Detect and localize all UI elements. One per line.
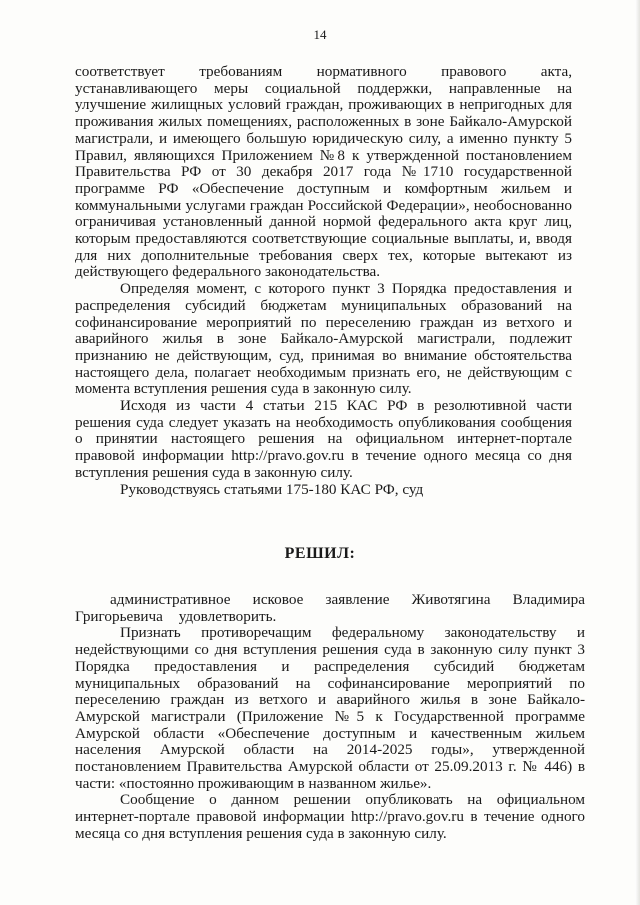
page-edge-shadow (635, 0, 640, 905)
page-number: 14 (313, 27, 327, 42)
decision-paragraph-3: Сообщение о данном решении опубликовать на официальном интернет-портале правовой информации http://pravo.gov.ru в течение одного месяца со дня вступления решения суда в законную силу. (75, 791, 585, 842)
decision-paragraph-2: Признать противоречащим федеральному законодательству и недействующими со дня вступления решения суда в законную силу пункт 3 Порядка предоставления и распределения субсидий бюджетам муниципальных образований на софинансирование мероприятий по переселению граждан из ветхого и аварийного жилья в зоне Байкало-Амурской магистрали (Приложение №5 к Государственной программе Амурской области «Обеспечение доступным и качественным жильем населения Амурской области на 2014-2025 годы», утвержденной постановлением Правительства Амурской области от 25.09.2013 г. № 446) в части: «постоянно проживающим в названном жилье». (75, 624, 585, 792)
decision-body (75, 592, 585, 843)
document-body (75, 64, 572, 498)
paragraph-1: соответствует требованиям нормативного правового акта, устанавливающего меры социальной поддержки, направленные на улучшение жилищных условий граждан, проживающих в непригодных для проживания жилых помещениях, расположенных в зоне Байкало-Амурской магистрали, и имеющего большую юридическую силу, а именно пункту 5 Правил, являющихся Приложением №8 к утвержденной постановлением Правительства РФ от 30 декабря 2017 года №1710 государственной программе РФ «Обеспечение доступным и комфортным жильем и коммунальными услугами граждан Российской Федерации», необоснованно ограничивая установленный данной нормой федерального акта круг лиц, которым предоставляются соответствующие социальные выплаты, и, вводя для них дополнительные требования сверх тех, которые вытекают из действующего федерального законодательства. (75, 63, 572, 281)
paragraph-2: Определяя момент, с которого пункт 3 Порядка предоставления и распределения субсидий бюджетам муниципальных образований на софинансирование мероприятий по переселению граждан из ветхого и аварийного жилья в зоне Байкало-Амурской магистрали, подлежит признанию не действующим, суд, принимая во внимание обстоятельства настоящего дела, полагает необходимым признать его, не действующим с момента вступления решения суда в законную силу. (75, 280, 572, 398)
paragraph-3: Исходя из части 4 статьи 215 КАС РФ в резолютивной части решения суда следует указать на необходимость опубликования сообщения о принятии настоящего решения на официальном интернет-портале правовой информации http://pravo.gov.ru в течение одного месяца со дня вступления решения суда в законную силу. (75, 397, 572, 481)
decision-heading: РЕШИЛ: (284, 545, 356, 562)
paragraph-4: Руководствуясь статьями 175-180 КАС РФ, суд (120, 480, 424, 498)
decision-paragraph-1: административное исковое заявление Животягина Владимира Григорьевича удовлетворить. (75, 591, 585, 625)
